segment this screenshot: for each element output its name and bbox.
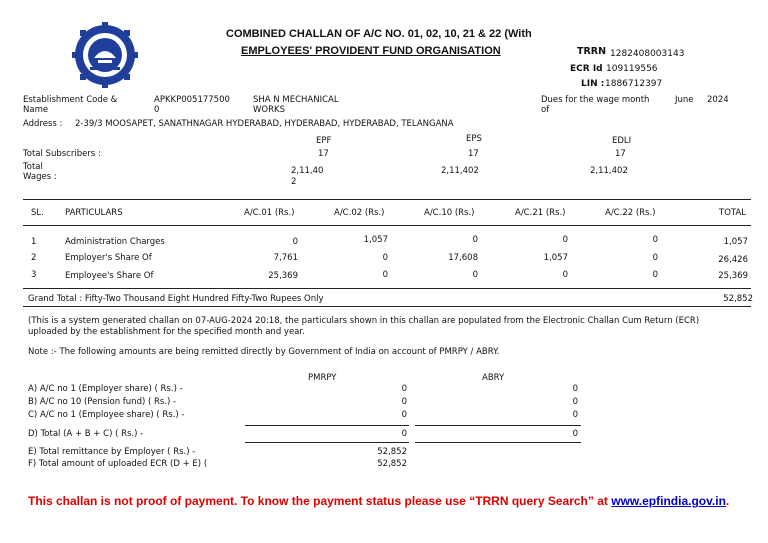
col-header-ac01: A/C.01 (Rs.) [244, 208, 295, 218]
payment-warning [28, 494, 729, 508]
col-header-total: TOTAL [719, 208, 746, 218]
row1-ac21: 0 [562, 235, 568, 245]
ecr-value: 109119556 [606, 64, 658, 74]
establishment-label-1: Establishment Code & [23, 95, 118, 105]
row1-ac01: 0 [292, 237, 298, 247]
wages-edli: 2,11,402 [590, 166, 628, 176]
pmrpy-sum-rule-bottom [245, 442, 409, 443]
subscribers-edli: 17 [615, 149, 626, 159]
table-header-rule [23, 225, 751, 226]
epfindia-link[interactable]: www.epfindia.gov.in [611, 494, 726, 508]
summary-col-edli: EDLI [612, 136, 632, 146]
summary-col-eps: EPS [466, 134, 482, 144]
row2-ac02: 0 [382, 253, 388, 263]
trrn-label: TRRN [577, 46, 607, 57]
table-bottom-rule [23, 306, 751, 307]
col-header-ac02: A/C.02 (Rs.) [334, 208, 385, 218]
wages-epf-2: 2 [291, 177, 297, 187]
system-note-line2: uploaded by the establishment for the specified month and year. [28, 327, 305, 337]
abry-sum-rule-top [415, 425, 581, 426]
wages-epf-1: 2,11,40 [291, 166, 324, 176]
grand-total-value: 52,852 [723, 294, 753, 304]
govt-row-a-abry: 0 [572, 384, 578, 394]
employer-remittance-label: E) Total remittance by Employer ( Rs.) - [28, 447, 196, 457]
row3-ac02: 0 [382, 270, 388, 280]
wages-label-1: Total [23, 162, 43, 172]
wages-label-2: Wages : [23, 172, 57, 182]
establishment-label-2: Name [23, 105, 49, 115]
address-value: 2-39/3 MOOSAPET, SANATHNAGAR HYDERABAD, HYDERABAD, HYDERABAD, TELANGANA [75, 119, 454, 129]
challan-title-line2: EMPLOYEES' PROVIDENT FUND ORGANISATION [241, 45, 501, 57]
row1-ac10: 0 [472, 235, 478, 245]
row3-particulars: Employee's Share Of [65, 271, 154, 281]
table-top-rule [23, 199, 751, 200]
govt-row-b-label: B) A/C no 10 (Pension fund) ( Rs.) - [28, 397, 177, 407]
abry-sum-rule-bottom [415, 442, 581, 443]
col-header-ac21: A/C.21 (Rs.) [515, 208, 566, 218]
row3-sl: 3 [31, 270, 37, 280]
row3-ac01: 25,369 [268, 271, 298, 281]
row3-ac10: 0 [472, 270, 478, 280]
establishment-name-1: SHA N MECHANICAL [253, 95, 339, 105]
govt-row-c-abry: 0 [572, 410, 578, 420]
col-header-particulars: PARTICULARS [65, 208, 123, 218]
row2-particulars: Employer's Share Of [65, 253, 152, 263]
govt-col-pmrpy: PMRPY [308, 373, 337, 383]
row1-ac02: 1,057 [363, 235, 388, 245]
lin-label: LIN : [581, 79, 605, 89]
lin-value: 1886712397 [605, 79, 663, 89]
row1-ac22: 0 [652, 235, 658, 245]
row3-total: 25,369 [718, 271, 748, 281]
govt-note: Note :- The following amounts are being remitted directly by Government of India on account of PMRPY / ABRY. [28, 347, 500, 357]
employer-remittance-value: 52,852 [377, 447, 407, 457]
row2-ac01: 7,761 [273, 253, 298, 263]
row2-ac22: 0 [652, 253, 658, 263]
epfo-logo-icon [72, 22, 138, 88]
dues-year: 2024 [707, 95, 729, 105]
subscribers-eps: 17 [468, 149, 479, 159]
grand-total-label: Grand Total : Fifty-Two Thousand Eight Hundred Fifty-Two Rupees Only [28, 294, 324, 304]
govt-row-b-abry: 0 [572, 397, 578, 407]
challan-title-line1: COMBINED CHALLAN OF A/C NO. 01, 02, 10, 21 & 22 (With [226, 28, 532, 40]
govt-col-abry: ABRY [482, 373, 505, 383]
wages-eps: 2,11,402 [441, 166, 479, 176]
dues-label-1: Dues for the wage month [541, 95, 650, 105]
summary-col-epf: EPF [316, 136, 332, 146]
govt-row-d-abry: 0 [572, 429, 578, 439]
govt-row-a-pmrpy: 0 [401, 384, 407, 394]
row2-ac10: 17,608 [448, 253, 478, 263]
subscribers-label: Total Subscribers : [23, 149, 101, 159]
govt-row-c-label: C) A/C no 1 (Employee share) ( Rs.) - [28, 410, 185, 420]
row2-sl: 2 [31, 253, 37, 263]
establishment-name-2: WORKS [253, 105, 285, 115]
dues-label-2: of [541, 105, 550, 115]
col-header-ac22: A/C.22 (Rs.) [605, 208, 656, 218]
govt-row-c-pmrpy: 0 [401, 410, 407, 420]
dues-month: June [675, 95, 694, 105]
uploaded-ecr-label: F) Total amount of uploaded ECR (D + E) ( [28, 459, 208, 469]
system-note-line1: (This is a system generated challan on 07-AUG-2024 20:18, the particulars shown in this challan are populated from the Electronic Challan Cum Return (ECR) [28, 316, 700, 326]
payment-warning-end: . [725, 494, 730, 508]
payment-warning-text: This challan is not proof of payment. To know the payment status please use “TRRN query Search” at [28, 494, 612, 508]
table-body-rule [23, 288, 751, 289]
row2-total: 26,426 [718, 255, 748, 265]
govt-row-a-label: A) A/C no 1 (Employer share) ( Rs.) - [28, 384, 183, 394]
subscribers-epf: 17 [318, 149, 329, 159]
col-header-sl: SL. [31, 208, 44, 218]
govt-row-d-pmrpy: 0 [401, 429, 407, 439]
govt-row-d-label: D) Total (A + B + C) ( Rs.) - [28, 429, 144, 439]
pmrpy-sum-rule-top [245, 425, 409, 426]
trrn-value: 1282408003143 [610, 49, 685, 59]
ecr-label: ECR Id [570, 64, 603, 74]
row3-ac21: 0 [562, 270, 568, 280]
row1-particulars: Administration Charges [65, 237, 165, 247]
uploaded-ecr-value: 52,852 [377, 459, 407, 469]
row1-total: 1,057 [723, 237, 748, 247]
row2-ac21: 1,057 [543, 253, 568, 263]
col-header-ac10: A/C.10 (Rs.) [424, 208, 475, 218]
address-label: Address : [23, 119, 63, 129]
row3-ac22: 0 [652, 270, 658, 280]
govt-row-b-pmrpy: 0 [401, 397, 407, 407]
establishment-code-2: 0 [154, 105, 160, 115]
row1-sl: 1 [31, 237, 37, 247]
establishment-code-1: APKKP005177500 [154, 95, 230, 105]
